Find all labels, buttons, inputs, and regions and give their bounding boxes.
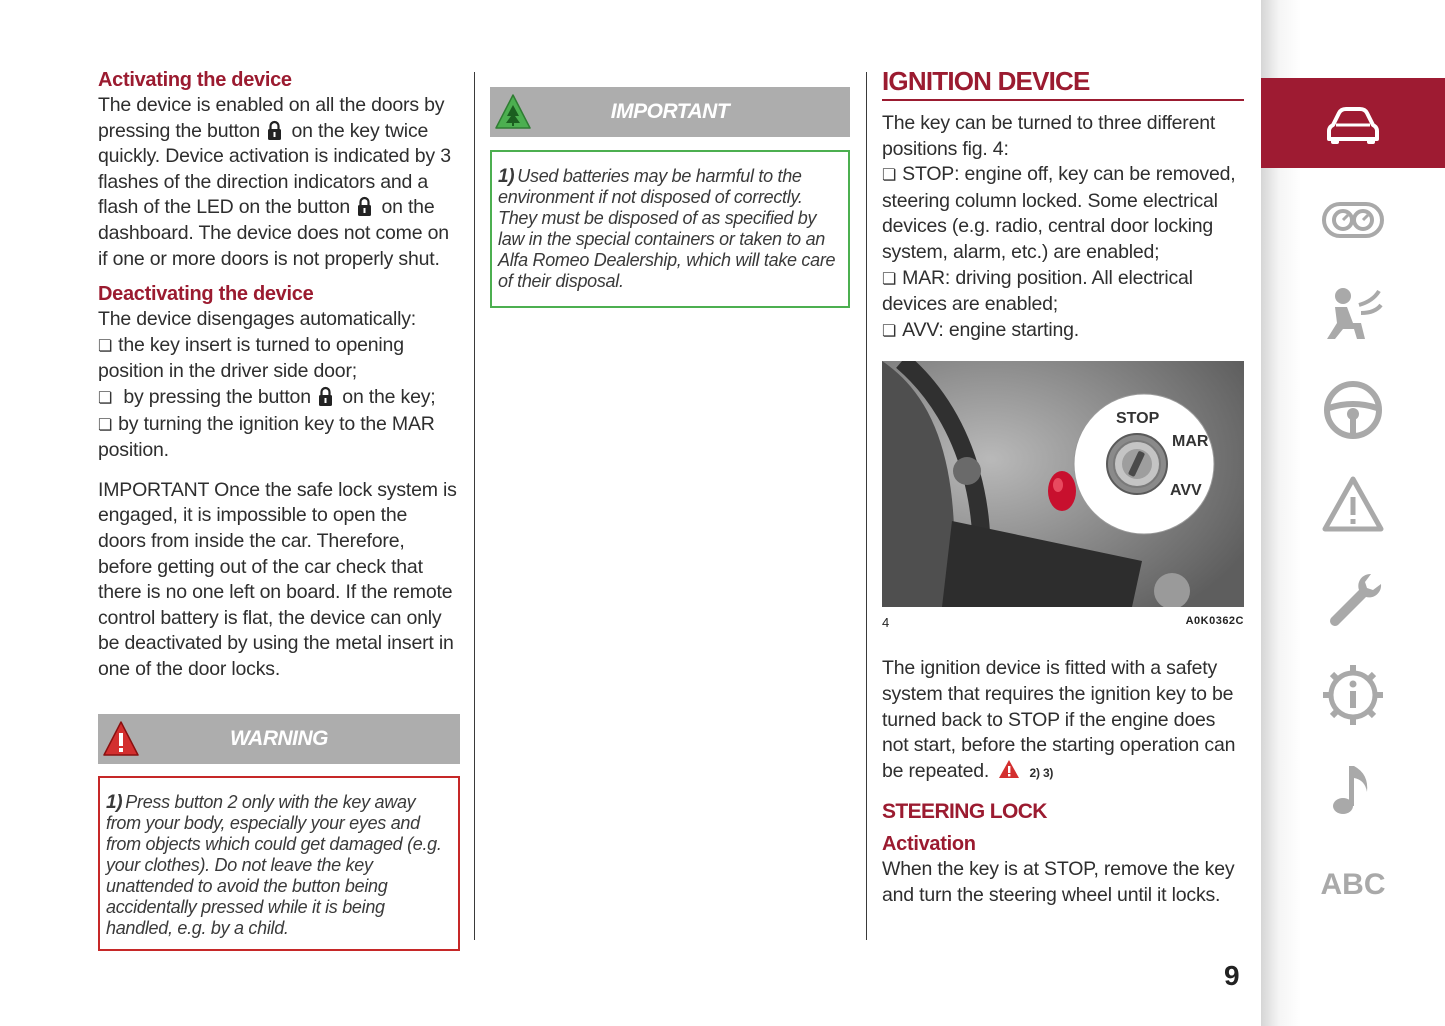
deactivating-heading: Deactivating the device <box>98 283 314 306</box>
important-bar <box>490 87 850 137</box>
figure-label-avv: AVV <box>1170 482 1202 500</box>
position-stop: ❏ STOP: engine off, key can be removed, steering column locked. Some electrical devices (e.g. radio, central door locking system, alarm, etc.) are enabled; <box>882 162 1244 265</box>
warning-text: Press button 2 only with the key away from your body, especially your eyes and from objects which could get damaged (e.g. your clothes). Do not leave the key unattended to avoid the button being accidentally pressed while it is being handled, e.g. by a child. <box>106 792 442 939</box>
environment-tree-icon <box>494 92 532 132</box>
left-column <box>98 60 460 951</box>
figure-caption <box>882 615 1244 630</box>
sidebar-item-car[interactable] <box>1261 78 1445 168</box>
steering-wheel-icon <box>1321 378 1385 442</box>
sidebar-item-multimedia[interactable] <box>1261 745 1445 835</box>
ignition-heading: IGNITION DEVICE <box>882 66 1244 101</box>
airbag-passenger-icon <box>1321 283 1385 347</box>
middle-column <box>490 87 850 308</box>
page-number: 9 <box>1224 960 1240 991</box>
activating-heading: Activating the device <box>98 69 292 91</box>
figure-label-stop: STOP <box>1116 410 1160 428</box>
warning-box <box>98 776 460 951</box>
ignition-figure <box>882 361 1244 607</box>
sidebar-item-driving[interactable] <box>1261 365 1445 455</box>
important-box <box>490 150 850 308</box>
ignition-photo <box>882 361 1244 607</box>
warning-notice <box>98 714 460 951</box>
figure-code: A0K0362C <box>1185 615 1244 628</box>
index-abc-label: ABC <box>1320 868 1386 901</box>
deactivate-bullet-3: ❏ by turning the ignition key to the MAR position. <box>98 412 460 464</box>
wrench-icon <box>1321 568 1385 632</box>
warning-title: WARNING <box>230 727 328 751</box>
ignition-intro: The key can be turned to three different positions fig. 4: <box>882 112 1216 160</box>
car-icon <box>1321 91 1385 155</box>
important-text: Used batteries may be harmful to the environment if not disposed of correctly. They must be disposed of as specified by law in the special containers or taken to an Alfa Romeo Dealership, which will take care of their disposal. <box>498 166 836 291</box>
sidebar-item-technical[interactable] <box>1261 650 1445 740</box>
right-column <box>882 66 1244 909</box>
safety-paragraph: The ignition device is fitted with a safety system that requires the ignition key to be turned back to STOP if the engine does not start, before the starting operation can be repeated. 2) 3) <box>882 657 1236 782</box>
column-divider-right <box>866 72 867 940</box>
deactivate-bullet-2: ❏ by pressing the button on the key; <box>98 385 460 412</box>
activation-heading: Activation <box>882 833 976 856</box>
warning-bar <box>98 714 460 764</box>
figure-label-mar: MAR <box>1172 433 1209 451</box>
deactivating-intro: The device disengages automatically: <box>98 308 416 331</box>
lock-icon <box>267 120 282 140</box>
dashboard-gauges-icon <box>1321 188 1385 252</box>
figure-number: 4 <box>882 615 890 631</box>
sidebar-item-index[interactable] <box>1261 840 1445 930</box>
deactivate-bullet-1: ❏ the key insert is turned to opening position in the driver side door; <box>98 333 460 385</box>
position-avv: ❏ AVV: engine starting. <box>882 318 1244 345</box>
sidebar-item-maintenance[interactable] <box>1261 555 1445 645</box>
warning-number: 1) <box>106 792 123 814</box>
sidebar-item-safety[interactable] <box>1261 270 1445 360</box>
warning-triangle-icon <box>998 759 1020 779</box>
position-mar: ❏ MAR: driving position. All electrical devices are enabled; <box>882 266 1244 318</box>
important-title: IMPORTANT <box>610 100 730 123</box>
steering-lock-heading: STEERING LOCK <box>882 800 1047 824</box>
column-divider-left <box>474 72 475 940</box>
warning-triangle-icon <box>1321 473 1385 537</box>
warning-triangle-icon <box>102 719 140 759</box>
important-number: 1) <box>498 166 515 187</box>
sidebar-item-dashboard[interactable] <box>1261 175 1445 265</box>
music-note-icon <box>1321 758 1385 822</box>
reference-numbers: 2) 3) <box>1029 765 1054 780</box>
activation-text: When the key is at STOP, remove the key and turn the steering wheel until it locks. <box>882 858 1235 906</box>
lock-icon <box>357 196 372 216</box>
info-gear-icon <box>1321 663 1385 727</box>
important-paragraph: IMPORTANT Once the safe lock system is engaged, it is impossible to open the doors from inside the car. Therefore, before getting out of the car check that there is no one left on board. If the remote control battery is flat, the device can only be deactivated by using the metal insert in one of the door locks. <box>98 478 457 680</box>
activating-paragraph: The device is enabled on all the doors by pressing the button on the key twice quickly. Device activation is indicated by 3 flashes of the direction indicators and a flash of the LED on the button on the dashboard. The device does not come on if one or more doors is not properly shut. <box>98 94 451 270</box>
lock-icon <box>318 386 333 406</box>
sidebar-item-emergency[interactable] <box>1261 460 1445 550</box>
